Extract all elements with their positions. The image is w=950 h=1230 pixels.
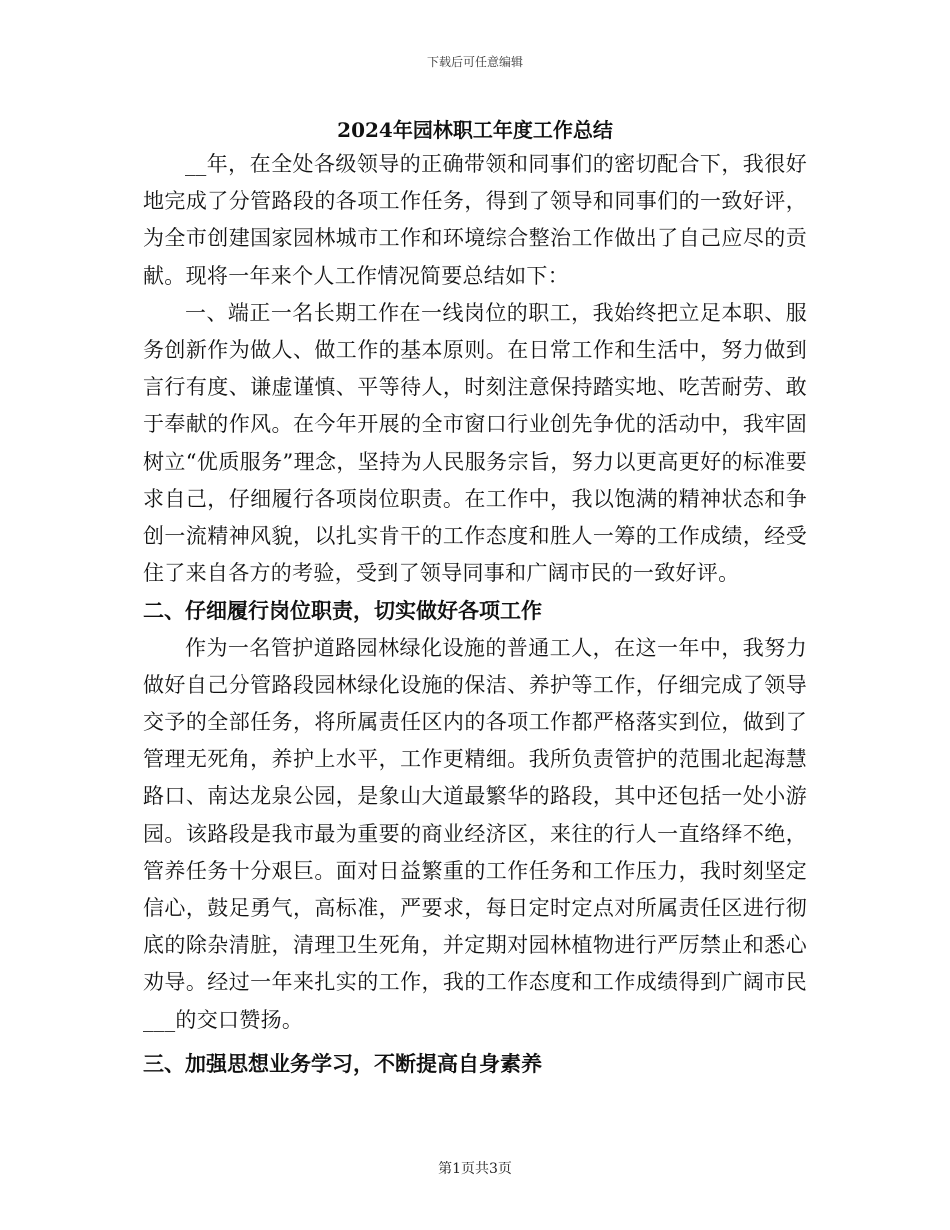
section-heading-2: 二、仔细履行岗位职责，切实做好各项工作	[143, 598, 542, 624]
page-footer-pagination: 第1页共3页	[438, 1161, 512, 1177]
document-title: 2024年园林职工年度工作总结	[337, 118, 613, 142]
paragraph-section-2: 作为一名管护道路园林绿化设施的普通工人，在这一年中，我努力做好自己分管路段园林绿化设施的保洁、养护等工作，仔细完成了领导交予的全部任务，将所属责任区内的各项工作都严格落实到位，做到了管理无死角，养护上水平，工作更精细。我所负责管护的范围北起海慧路口、南达龙泉公园，是象山大道最繁华的路段，其中还包括一处小游园。该路段是我市最为重要的商业经济区，来往的行人一直络绎不绝，管养任务十分艰巨。面对日益繁重的工作任务和工作压力，我时刻坚定信心，鼓足勇气，高标准，严要求，每日定时定点对所属责任区进行彻底的除杂清脏，清理卫生死角，并定期对园林植物进行严厉禁止和悉心劝导。经过一年来扎实的工作，我的工作态度和工作成绩得到广阔市民___的交口赞扬。	[143, 635, 807, 1032]
section-heading-3: 三、加强思想业务学习，不断提高自身素养	[143, 1050, 542, 1076]
page-header-note: 下载后可任意编辑	[426, 55, 523, 69]
paragraph-section-1: 一、端正一名长期工作在一线岗位的职工，我始终把立足本职、服务创新作为做人、做工作的基本原则。在日常工作和生活中，努力做到言行有度、谦虚谨慎、平等待人，时刻注意保持踏实地、吃苦耐劳、敢于奉献的作风。在今年开展的全市窗口行业创先争优的活动中，我牢固树立“优质服务”理念，坚持为人民服务宗旨，努力以更高更好的标准要求自己，仔细履行各项岗位职责。在工作中，我以饱满的精神状态和争创一流精神风貌，以扎实肯干的工作态度和胜人一筹的工作成绩，经受住了来自各方的考验，受到了领导同事和广阔市民的一致好评。	[143, 300, 807, 586]
document-body	[143, 146, 807, 1082]
paragraph-intro: __年，在全处各级领导的正确带领和同事们的密切配合下，我很好地完成了分管路段的各项工作任务，得到了领导和同事们的一致好评，为全市创建国家园林城市工作和环境综合整治工作做出了自己应尽的贡献。现将一年来个人工作情况简要总结如下：	[143, 152, 807, 288]
